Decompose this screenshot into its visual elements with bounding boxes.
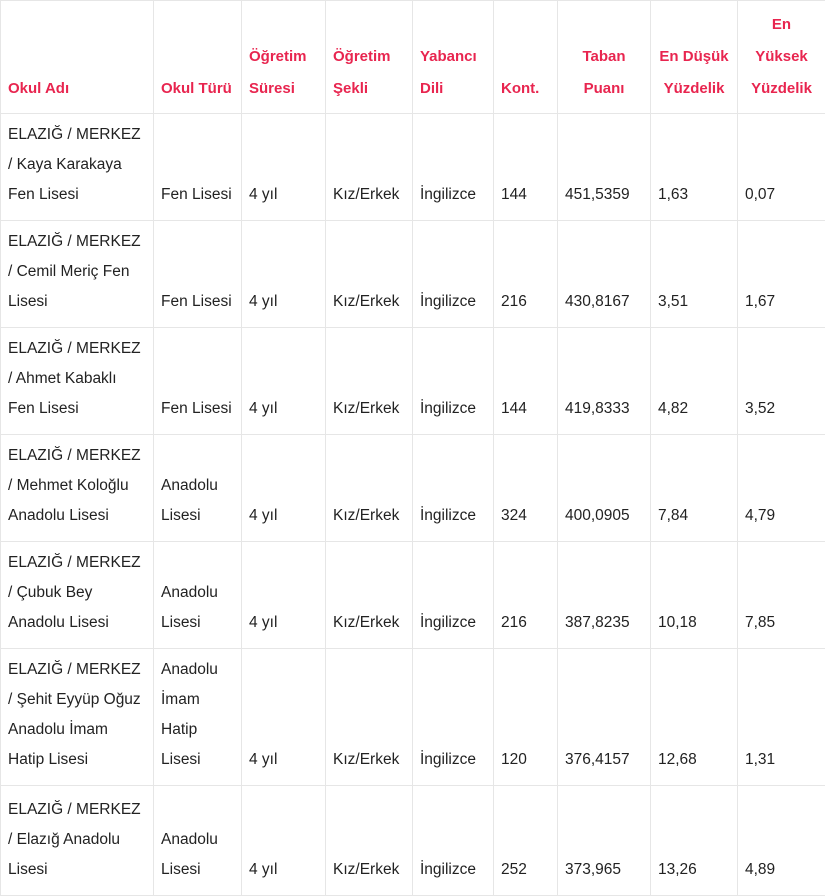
table-row	[1, 114, 825, 221]
mode-cell: Kız/Erkek	[326, 221, 413, 328]
language-cell: İngilizce	[413, 542, 494, 649]
language-cell: İngilizce	[413, 435, 494, 542]
duration-cell: 4 yıl	[242, 221, 326, 328]
col-header-school-name: Okul Adı	[1, 1, 154, 114]
mode-cell: Kız/Erkek	[326, 435, 413, 542]
quota-cell: 324	[494, 435, 558, 542]
duration-cell: 4 yıl	[242, 649, 326, 786]
min-percentile-cell: 1,63	[651, 114, 738, 221]
col-header-language: Yabancı Dili	[413, 1, 494, 114]
quota-cell: 252	[494, 786, 558, 896]
school-type-cell: Fen Lisesi	[154, 221, 242, 328]
duration-cell: 4 yıl	[242, 542, 326, 649]
col-header-school-type: Okul Türü	[154, 1, 242, 114]
school-type-cell: Anadolu Lisesi	[154, 786, 242, 896]
quota-cell: 144	[494, 328, 558, 435]
max-percentile-cell: 0,07	[738, 114, 825, 221]
duration-cell: 4 yıl	[242, 435, 326, 542]
table-body	[1, 114, 825, 896]
duration-cell: 4 yıl	[242, 786, 326, 896]
school-type-cell: Fen Lisesi	[154, 328, 242, 435]
base-score-cell: 376,4157	[558, 649, 651, 786]
table-header	[1, 1, 825, 114]
school-name-cell: ELAZIĞ / MERKEZ / Çubuk Bey Anadolu Lisesi	[1, 542, 154, 649]
school-name-cell: ELAZIĞ / MERKEZ / Cemil Meriç Fen Lisesi	[1, 221, 154, 328]
school-name-cell: ELAZIĞ / MERKEZ / Şehit Eyyüp Oğuz Anadolu İmam Hatip Lisesi	[1, 649, 154, 786]
duration-cell: 4 yıl	[242, 114, 326, 221]
min-percentile-cell: 10,18	[651, 542, 738, 649]
max-percentile-cell: 1,31	[738, 649, 825, 786]
mode-cell: Kız/Erkek	[326, 114, 413, 221]
school-type-cell: Fen Lisesi	[154, 114, 242, 221]
table-row	[1, 435, 825, 542]
school-name-cell: ELAZIĞ / MERKEZ / Kaya Karakaya Fen Lisesi	[1, 114, 154, 221]
col-header-duration: Öğretim Süresi	[242, 1, 326, 114]
base-score-cell: 373,965	[558, 786, 651, 896]
table-row	[1, 786, 825, 896]
table-row	[1, 221, 825, 328]
mode-cell: Kız/Erkek	[326, 542, 413, 649]
base-score-cell: 419,8333	[558, 328, 651, 435]
quota-cell: 216	[494, 221, 558, 328]
col-header-min-percentile: En Düşük Yüzdelik	[651, 1, 738, 114]
quota-cell: 216	[494, 542, 558, 649]
language-cell: İngilizce	[413, 328, 494, 435]
max-percentile-cell: 7,85	[738, 542, 825, 649]
mode-cell: Kız/Erkek	[326, 649, 413, 786]
mode-cell: Kız/Erkek	[326, 786, 413, 896]
quota-cell: 120	[494, 649, 558, 786]
table-row	[1, 328, 825, 435]
min-percentile-cell: 4,82	[651, 328, 738, 435]
header-row	[1, 1, 825, 114]
school-type-cell: Anadolu İmam Hatip Lisesi	[154, 649, 242, 786]
mode-cell: Kız/Erkek	[326, 328, 413, 435]
max-percentile-cell: 1,67	[738, 221, 825, 328]
language-cell: İngilizce	[413, 114, 494, 221]
base-score-cell: 430,8167	[558, 221, 651, 328]
school-type-cell: Anadolu Lisesi	[154, 435, 242, 542]
quota-cell: 144	[494, 114, 558, 221]
col-header-quota: Kont.	[494, 1, 558, 114]
min-percentile-cell: 7,84	[651, 435, 738, 542]
min-percentile-cell: 12,68	[651, 649, 738, 786]
base-score-cell: 451,5359	[558, 114, 651, 221]
school-type-cell: Anadolu Lisesi	[154, 542, 242, 649]
duration-cell: 4 yıl	[242, 328, 326, 435]
school-name-cell: ELAZIĞ / MERKEZ / Mehmet Koloğlu Anadolu Lisesi	[1, 435, 154, 542]
col-header-mode: Öğretim Şekli	[326, 1, 413, 114]
language-cell: İngilizce	[413, 221, 494, 328]
max-percentile-cell: 4,79	[738, 435, 825, 542]
col-header-base-score: Taban Puanı	[558, 1, 651, 114]
base-score-cell: 387,8235	[558, 542, 651, 649]
min-percentile-cell: 13,26	[651, 786, 738, 896]
max-percentile-cell: 3,52	[738, 328, 825, 435]
table-row	[1, 649, 825, 786]
language-cell: İngilizce	[413, 786, 494, 896]
col-header-max-percentile: En Yüksek Yüzdelik	[738, 1, 825, 114]
language-cell: İngilizce	[413, 649, 494, 786]
base-score-cell: 400,0905	[558, 435, 651, 542]
table-row	[1, 542, 825, 649]
max-percentile-cell: 4,89	[738, 786, 825, 896]
min-percentile-cell: 3,51	[651, 221, 738, 328]
school-name-cell: ELAZIĞ / MERKEZ / Elazığ Anadolu Lisesi	[1, 786, 154, 896]
school-name-cell: ELAZIĞ / MERKEZ / Ahmet Kabaklı Fen Lisesi	[1, 328, 154, 435]
